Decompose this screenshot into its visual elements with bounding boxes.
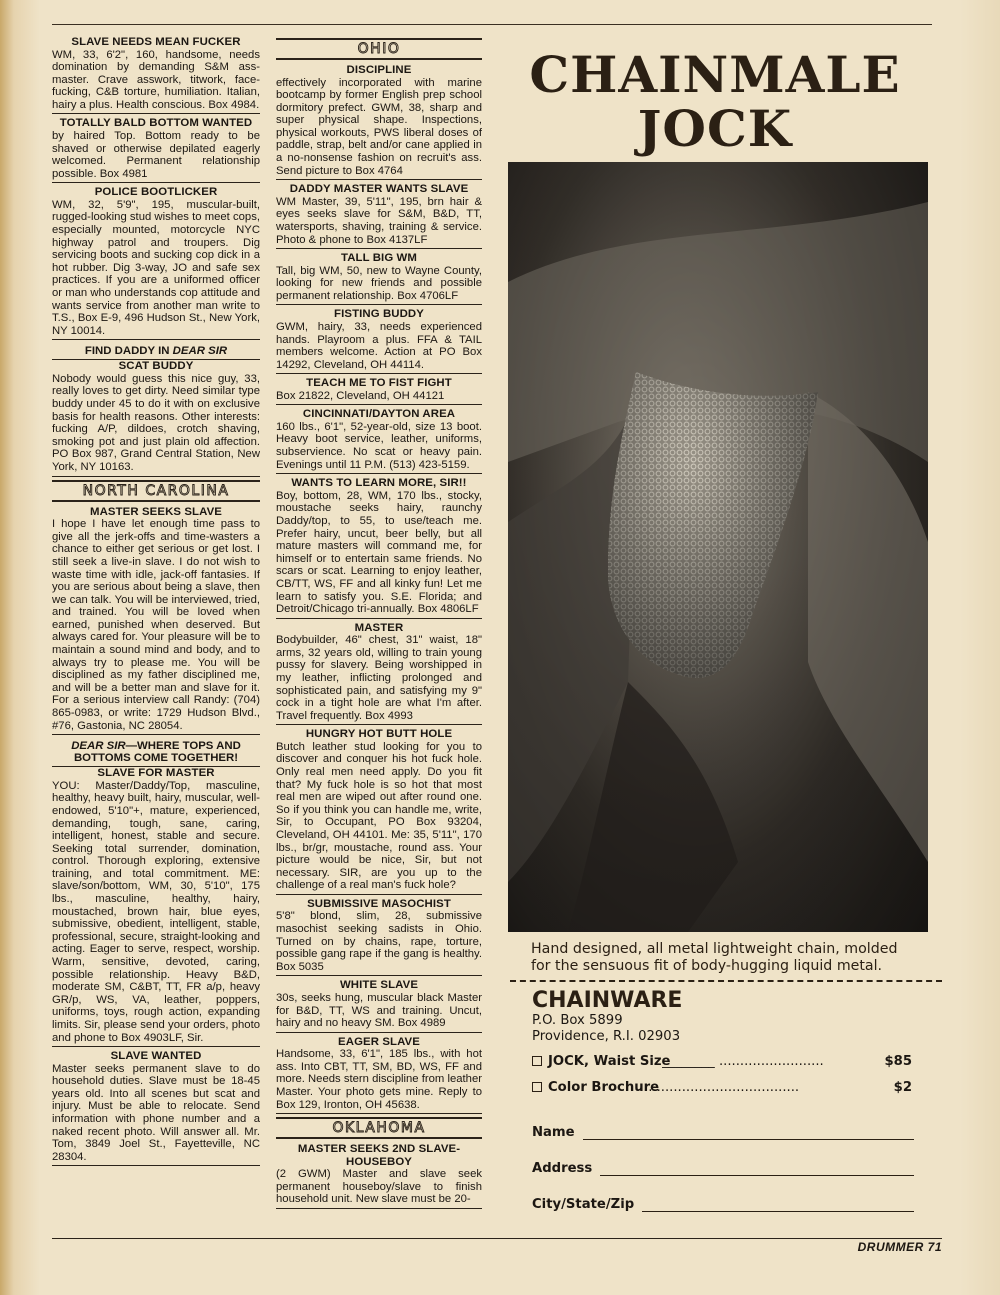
classifieds-column-1 xyxy=(52,36,260,1236)
magazine-name: DRUMMER xyxy=(857,1240,924,1254)
ad-body: (2 GWM) Master and slave seek permanent houseboy/slave to finish household unit. New slave must be 20- xyxy=(276,1168,482,1206)
ad-title: SLAVE NEEDS MEAN FUCKER xyxy=(71,36,241,48)
ad-title: MASTER SEEKS 2ND SLAVE-HOUSEBOY xyxy=(297,1143,461,1168)
ad-body: Boy, bottom, 28, WM, 170 lbs., stocky, moustache seeks hairy, raunchy Daddy/top, to 55, to use/teach me. Prefer hairy, uncut, beer belly, but all mature masters will command me, for himself or to entertain same friends. No scars or scat. Learning to enjoy leather, CB/TT, WS, FF and all kinky fun! Let me learn to satisfy you. S.E. Florida; and Detroit/Chicago tri-annually. Box 4806LF xyxy=(276,489,482,616)
order-brochure-price: $2 xyxy=(893,1080,912,1095)
ad-title: SUBMISSIVE MASOCHIST xyxy=(307,897,451,910)
ad-title: CINCINNATI/DAYTON AREA xyxy=(302,408,456,421)
order-jock-leader: ________ ......................... xyxy=(662,1054,824,1069)
ad-body: I hope I have let enough time pass to give all the jerk-offs and time-wasters a chance to either get serious or get lost. I still seek a live-in slave. I do not wish to waste time with idle, jack-off fantasies. If you are serious about being a slave, then we can talk. You will be interviewed, tried, and trained. You will be loved when earned, punished when deserved. But always cared for. Your pleasure will be to maintain a sound mind and body, and to always try to please me. You will be disciplined as my father disciplined me, and will be a better man and slave for it. For a serious interview call Randy: (704) 865-0983, or write: 1729 Hudson Blvd., #76, Gastonia, NC 28054. xyxy=(52,518,260,732)
page-footer xyxy=(858,1240,942,1254)
ad-title: MASTER SEEKS SLAVE xyxy=(90,505,222,518)
name-field-row[interactable] xyxy=(532,1122,942,1140)
ad-body: effectively incorporated with marine bootcamp by former English prep school dormitory prefect. GWM, 38, sharp and super physical shape. Inspections, physical workouts, PWS liberal doses of paddle, strap, belt and/or cane applied in a no-nonsense fashion on recruit's ass. Send picture to Box 4764 xyxy=(276,76,482,177)
ad-body: Box 21822, Cleveland, OH 44121 xyxy=(276,389,445,402)
ad-title: MASTER xyxy=(354,621,404,634)
order-jock-label: JOCK, Waist Size xyxy=(548,1054,671,1069)
order-jock-row[interactable] xyxy=(532,1054,942,1070)
classified-ad xyxy=(276,1143,482,1209)
classified-ad xyxy=(276,64,482,180)
jock-checkbox[interactable] xyxy=(532,1056,542,1066)
ad-body: Bodybuilder, 46" chest, 31" waist, 18" arms, 32 years old, willing to train young pussy for slavery. Being worshipped in my leather, inflicting prolonged and sophisticated pain, and satisfying my 9" cock in a tight hole are what I'm after. Travel frequently. Box 4993 xyxy=(276,634,482,722)
city-state-zip-label: City/State/Zip xyxy=(532,1197,635,1212)
classified-ad xyxy=(276,622,482,726)
ad-caption: Hand designed, all metal lightweight chain, molded for the sensuous fit of body-hugging liquid metal. xyxy=(531,941,898,974)
ad-body: GWM, hairy, 33, needs experienced hands. Playroom a plus. FFA & TAIL members welcome. Action at PO Box 14292, Cleveland, OH 44114. xyxy=(276,320,482,371)
ad-title: TEACH ME TO FIST FIGHT xyxy=(306,377,452,390)
ad-title: SCAT BUDDY xyxy=(118,360,194,373)
order-brochure-label: Color Brochure xyxy=(548,1080,660,1095)
order-form xyxy=(510,980,942,1212)
classified-ad xyxy=(52,360,260,476)
classified-ad xyxy=(276,308,482,374)
brand-name: CHAINWARE xyxy=(532,988,683,1013)
ad-headline-line2: JOCK xyxy=(637,99,793,158)
section-banner-text xyxy=(52,740,260,764)
ad-title: SLAVE FOR MASTER xyxy=(97,767,215,780)
classified-ad xyxy=(52,36,260,114)
ad-title: SLAVE WANTED xyxy=(110,1050,202,1063)
state-header: OHIO xyxy=(276,38,482,60)
city-field-row[interactable] xyxy=(532,1194,942,1212)
ad-body: Handsome, 33, 6'1", 185 lbs., with hot ass. Into CBT, TT, SM, BD, WS, FF and more. Needs stern discipline from leather Master. Your photo gets mine. Reply to Box 129, Ironton, OH 45638. xyxy=(276,1048,482,1111)
ad-body: WM, 32, 5'9", 195, muscular-built, rugged-looking stud wishes to meet cops, especially mounted, motorcycle NYC highway patrol and troupers. Dig servicing boots and sucking cop dick in a hot rubber. Dig 3-way, JO and safe sex practices. If you are a uniformed officer or man who understands cop attitude and wants service from another man write to T.S., Box E-9, 496 Hudson St., New York, NY 10014. xyxy=(52,198,260,337)
ad-title: HUNGRY HOT BUTT HOLE xyxy=(305,728,453,741)
section-banner-emphasis: DEAR SIR xyxy=(71,740,126,753)
classified-ad xyxy=(276,408,482,474)
ad-body: 160 lbs., 6'1", 52-year-old, size 13 boot. Heavy boot service, leather, uniforms, subservience. No scat or heavy pain. Evenings until 11 P.M. (513) 423-5159. xyxy=(276,420,482,471)
classified-ad xyxy=(52,506,260,736)
classified-ad xyxy=(276,252,482,305)
order-brochure-row[interactable] xyxy=(532,1080,942,1096)
section-banner-emphasis: DEAR SIR xyxy=(172,345,228,358)
classified-ad xyxy=(276,377,482,405)
name-line[interactable] xyxy=(583,1126,914,1140)
ad-body: by haired Top. Bottom ready to be shaved or otherwise depilated eagerly welcomed. Permanent relationship possible. Box 4981 xyxy=(52,129,260,180)
ad-headline xyxy=(505,45,925,158)
ad-body: WM, 33, 6'2", 160, handsome, needs domination by demanding S&M ass-master. Crave asswork, titwork, face-fucking, C&B torture, humiliation. Italian, hairy a plus. Health conscious. Box 4984. xyxy=(52,48,260,111)
ad-title: TOTALLY BALD BOTTOM WANTED xyxy=(59,117,253,130)
order-brochure-leader: ..................................... xyxy=(644,1080,800,1095)
classified-ad xyxy=(276,728,482,895)
address-line[interactable] xyxy=(600,1162,914,1176)
name-label: Name xyxy=(532,1125,575,1140)
ad-headline-line1: CHAINMALE xyxy=(529,45,901,104)
section-banner xyxy=(52,738,260,767)
city-state-zip-line[interactable] xyxy=(642,1198,914,1212)
ad-body: 5'8" blond, slim, 28, submissive masochist seeking sadists in Ohio. Turned on by chains, rape, torture, possible gang rape if the gang is healthy. Box 5035 xyxy=(276,910,482,973)
section-banner-pre: FIND DADDY IN xyxy=(84,345,173,358)
chainware-advertisement xyxy=(505,36,925,1236)
ad-title: POLICE BOOTLICKER xyxy=(94,186,218,199)
state-header: OKLAHOMA xyxy=(276,1117,482,1139)
address-line-2: Providence, R.I. 02903 xyxy=(532,1028,681,1044)
classified-ad xyxy=(276,183,482,249)
brochure-checkbox[interactable] xyxy=(532,1082,542,1092)
ad-body: Master seeks permanent slave to do household duties. Slave must be 18-45 years old. Into all scenes but scat and injury. Must be able to relocate. Send information with phone number and a naked recent photo. Will answer all. Mr. Tom, 3849 Joel St., Fayetteville, NC 28304. xyxy=(52,1062,260,1163)
ad-title: TALL BIG WM xyxy=(341,252,417,265)
classified-ad xyxy=(52,1050,260,1166)
top-rule xyxy=(52,24,932,25)
ad-title: DISCIPLINE xyxy=(346,64,412,76)
ad-title: WANTS TO LEARN MORE, SIR!! xyxy=(291,477,467,490)
address-label: Address xyxy=(532,1161,593,1176)
ad-body: YOU: Master/Daddy/Top, masculine, healthy, heavy built, hairy, muscular, well-endowed, 5'10"+, mature, experienced, demanding, tough, sane, caring, intelligent, honest, stable and secure. Seeking total surrender, domination, control. Thorough exploring, extensive training, and total commitment. ME: slave/son/bottom, WM, 30, 5'10", 175 lbs., masculine, healthy, hairy, moustached, brown hair, blue eyes, submissive, obedient, intelligent, stable, professional, secure, straight-looking and acting. Eager to serve, respect, worship. Warm, sensitive, devoted, caring, possible relationship. Heavy B&D, moderate SM, C&BT, TT, FR a/p, heavy GR/p, WS, VA, leather, poppers, uniforms, toys, rough action, expanding limits. Sir, please send your orders, photo and phone to Box 4903LF, Sir. xyxy=(52,779,260,1044)
ad-body: WM Master, 39, 5'11", 195, brn hair & eyes seeks slave for S&M, B&D, TT, watersports, shaving, training & service. Photo & phone to Box 4137LF xyxy=(276,195,482,246)
classified-ad xyxy=(52,767,260,1047)
section-banner-post: —WHERE TOPS AND BOTTOMS COME TOGETHER! xyxy=(73,740,241,765)
classified-ad xyxy=(276,979,482,1032)
classified-ad xyxy=(52,186,260,340)
chain-jock-image xyxy=(508,162,928,932)
classified-ad xyxy=(276,477,482,618)
ad-title: FISTING BUDDY xyxy=(334,308,424,321)
footer-rule xyxy=(52,1238,942,1239)
section-banner xyxy=(52,343,260,360)
classified-ad xyxy=(52,117,260,183)
product-photo xyxy=(508,162,928,932)
order-jock-price: $85 xyxy=(884,1054,912,1069)
ad-body: Butch leather stud looking for you to discover and conquer his hot fuck hole. Only real men need apply. Do you fit that? My fuck hole is so hot that most real men are wiped out after round one. So if you think you can handle me, write, Sir, to Occupant, PO Box 93204, Cleveland, OH 44101. Me: 35, 5'11", 170 lbs., br/gr, moustache, round ass. Your picture would be nice, Sir, but not necessary. SIR, are you up to the challenge of a real man's fuck hole? xyxy=(276,740,482,892)
ad-body: Tall, big WM, 50, new to Wayne County, looking for new friends and possible permanent relationship. Box 4706LF xyxy=(276,264,482,302)
state-header: NORTH CAROLINA xyxy=(52,480,260,502)
classifieds-column-2 xyxy=(276,36,482,1236)
ad-title: WHITE SLAVE xyxy=(339,979,419,992)
section-banner-text xyxy=(52,345,260,357)
ad-body: Nobody would guess this nice guy, 33, really loves to get dirty. Need similar type buddy under 45 to do it with on exclusive basis for health reasons. Other interests: fucking A/P, dildoes, crotch shaving, smoking pot and just plain old affection. PO Box 987, Grand Central Station, New York, NY 10163. xyxy=(52,372,260,474)
classified-ad xyxy=(276,1036,482,1114)
ad-title: DADDY MASTER WANTS SLAVE xyxy=(289,183,469,196)
address-field-row[interactable] xyxy=(532,1158,942,1176)
page-number: 71 xyxy=(927,1240,942,1254)
ad-title: EAGER SLAVE xyxy=(338,1035,420,1048)
address-line-1: P.O. Box 5899 xyxy=(532,1013,623,1028)
classified-ad xyxy=(276,898,482,976)
ad-body: 30s, seeks hung, muscular black Master for B&D, TT, WS and training. Uncut, hairy and no heavy SM. Box 4989 xyxy=(276,991,482,1030)
